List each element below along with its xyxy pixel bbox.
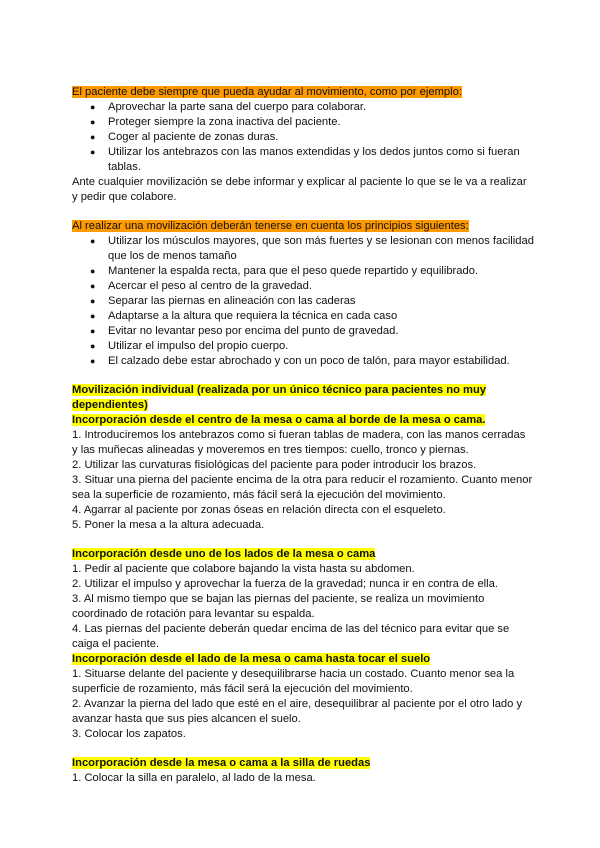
- list-item: ● Adaptarse a la altura que requiera la técnica en cada caso: [72, 309, 534, 324]
- list-item: ● Coger al paciente de zonas duras.: [72, 130, 534, 145]
- step: 2. Avanzar la pierna del lado que esté en el aire, desequilibrar al paciente por el otro lado y avanzar hasta que sus pies alcancen el suelo.: [72, 698, 523, 725]
- list-item: ● Separar las piernas en alineación con las caderas: [72, 294, 534, 309]
- section2-list: [72, 234, 534, 369]
- list-item: ● Utilizar los antebrazos con las manos extendidas y los dedos juntos como si fueran tablas.: [72, 145, 534, 175]
- list-item: ● Acercar el peso al centro de la gravedad.: [72, 279, 534, 294]
- sub3-heading: Incorporación desde el lado de la mesa o cama hasta tocar el suelo: [72, 653, 431, 665]
- list-item: ● Utilizar el impulso del propio cuerpo.: [72, 339, 534, 354]
- step: 2. Utilizar las curvaturas fisiológicas del paciente para poder introducir los brazos.: [72, 459, 477, 471]
- step: 1. Situarse delante del paciente y desequilibrarse hacia un costado. Cuanto menor sea la superficie de rozamiento, más fácil será la ejecución del movimiento.: [72, 668, 515, 695]
- step: 4. Las piernas del paciente deberán quedar encima de las del técnico para evitar que se caiga el paciente.: [72, 623, 510, 650]
- list-item: ● Aprovechar la parte sana del cuerpo para colaborar.: [72, 100, 534, 115]
- step: 1. Colocar la silla en paralelo, al lado de la mesa.: [72, 772, 316, 784]
- step: 1. Introduciremos los antebrazos como si fueran tablas de madera, con las manos cerradas y las muñecas alineadas y moveremos en tres tiempos: cuello, tronco y piernas.: [72, 429, 526, 456]
- sub4-heading: Incorporación desde la mesa o cama a la silla de ruedas: [72, 757, 371, 769]
- list-item: ● Utilizar los músculos mayores, que son más fuertes y se lesionan con menos facilidad que los de menos tamaño: [72, 234, 534, 264]
- section2-heading: Al realizar una movilización deberán tenerse en cuenta los principios siguientes:: [72, 220, 469, 232]
- section1-list: [72, 100, 534, 175]
- list-item: ● Mantener la espalda recta, para que el peso quede repartido y equilibrado.: [72, 264, 534, 279]
- step: 4. Agarrar al paciente por zonas óseas en relación directa con el esqueleto.: [72, 504, 446, 516]
- list-item: ● El calzado debe estar abrochado y con un poco de talón, para mayor estabilidad.: [72, 354, 534, 369]
- step: 5. Poner la mesa a la altura adecuada.: [72, 519, 265, 531]
- sub2-heading: Incorporación desde uno de los lados de la mesa o cama: [72, 548, 376, 560]
- section3-title: Movilización individual (realizada por un único técnico para pacientes no muy dependientes): [72, 384, 487, 411]
- list-item: ● Proteger siempre la zona inactiva del paciente.: [72, 115, 534, 130]
- step: 3. Al mismo tiempo que se bajan las piernas del paciente, se realiza un movimiento coordinado de rotación para levantar su espalda.: [72, 593, 485, 620]
- step: 3. Colocar los zapatos.: [72, 728, 186, 740]
- document-page: [72, 85, 534, 786]
- step: 2. Utilizar el impulso y aprovechar la fuerza de la gravedad; nunca ir en contra de ella.: [72, 578, 498, 590]
- section1-heading: El paciente debe siempre que pueda ayudar al movimiento, como por ejemplo:: [72, 86, 462, 98]
- list-item: ● Evitar no levantar peso por encima del punto de gravedad.: [72, 324, 534, 339]
- section1-note: Ante cualquier movilización se debe informar y explicar al paciente lo que se le va a realizar y pedir que colabore.: [72, 176, 527, 203]
- step: 3. Situar una pierna del paciente encima de la otra para reducir el rozamiento. Cuanto menor sea la superficie de rozamiento, más fácil será la ejecución del movimiento.: [72, 474, 533, 501]
- step: 1. Pedir al paciente que colabore bajando la vista hasta su abdomen.: [72, 563, 415, 575]
- sub1-heading: Incorporación desde el centro de la mesa o cama al borde de la mesa o cama.: [72, 414, 486, 426]
